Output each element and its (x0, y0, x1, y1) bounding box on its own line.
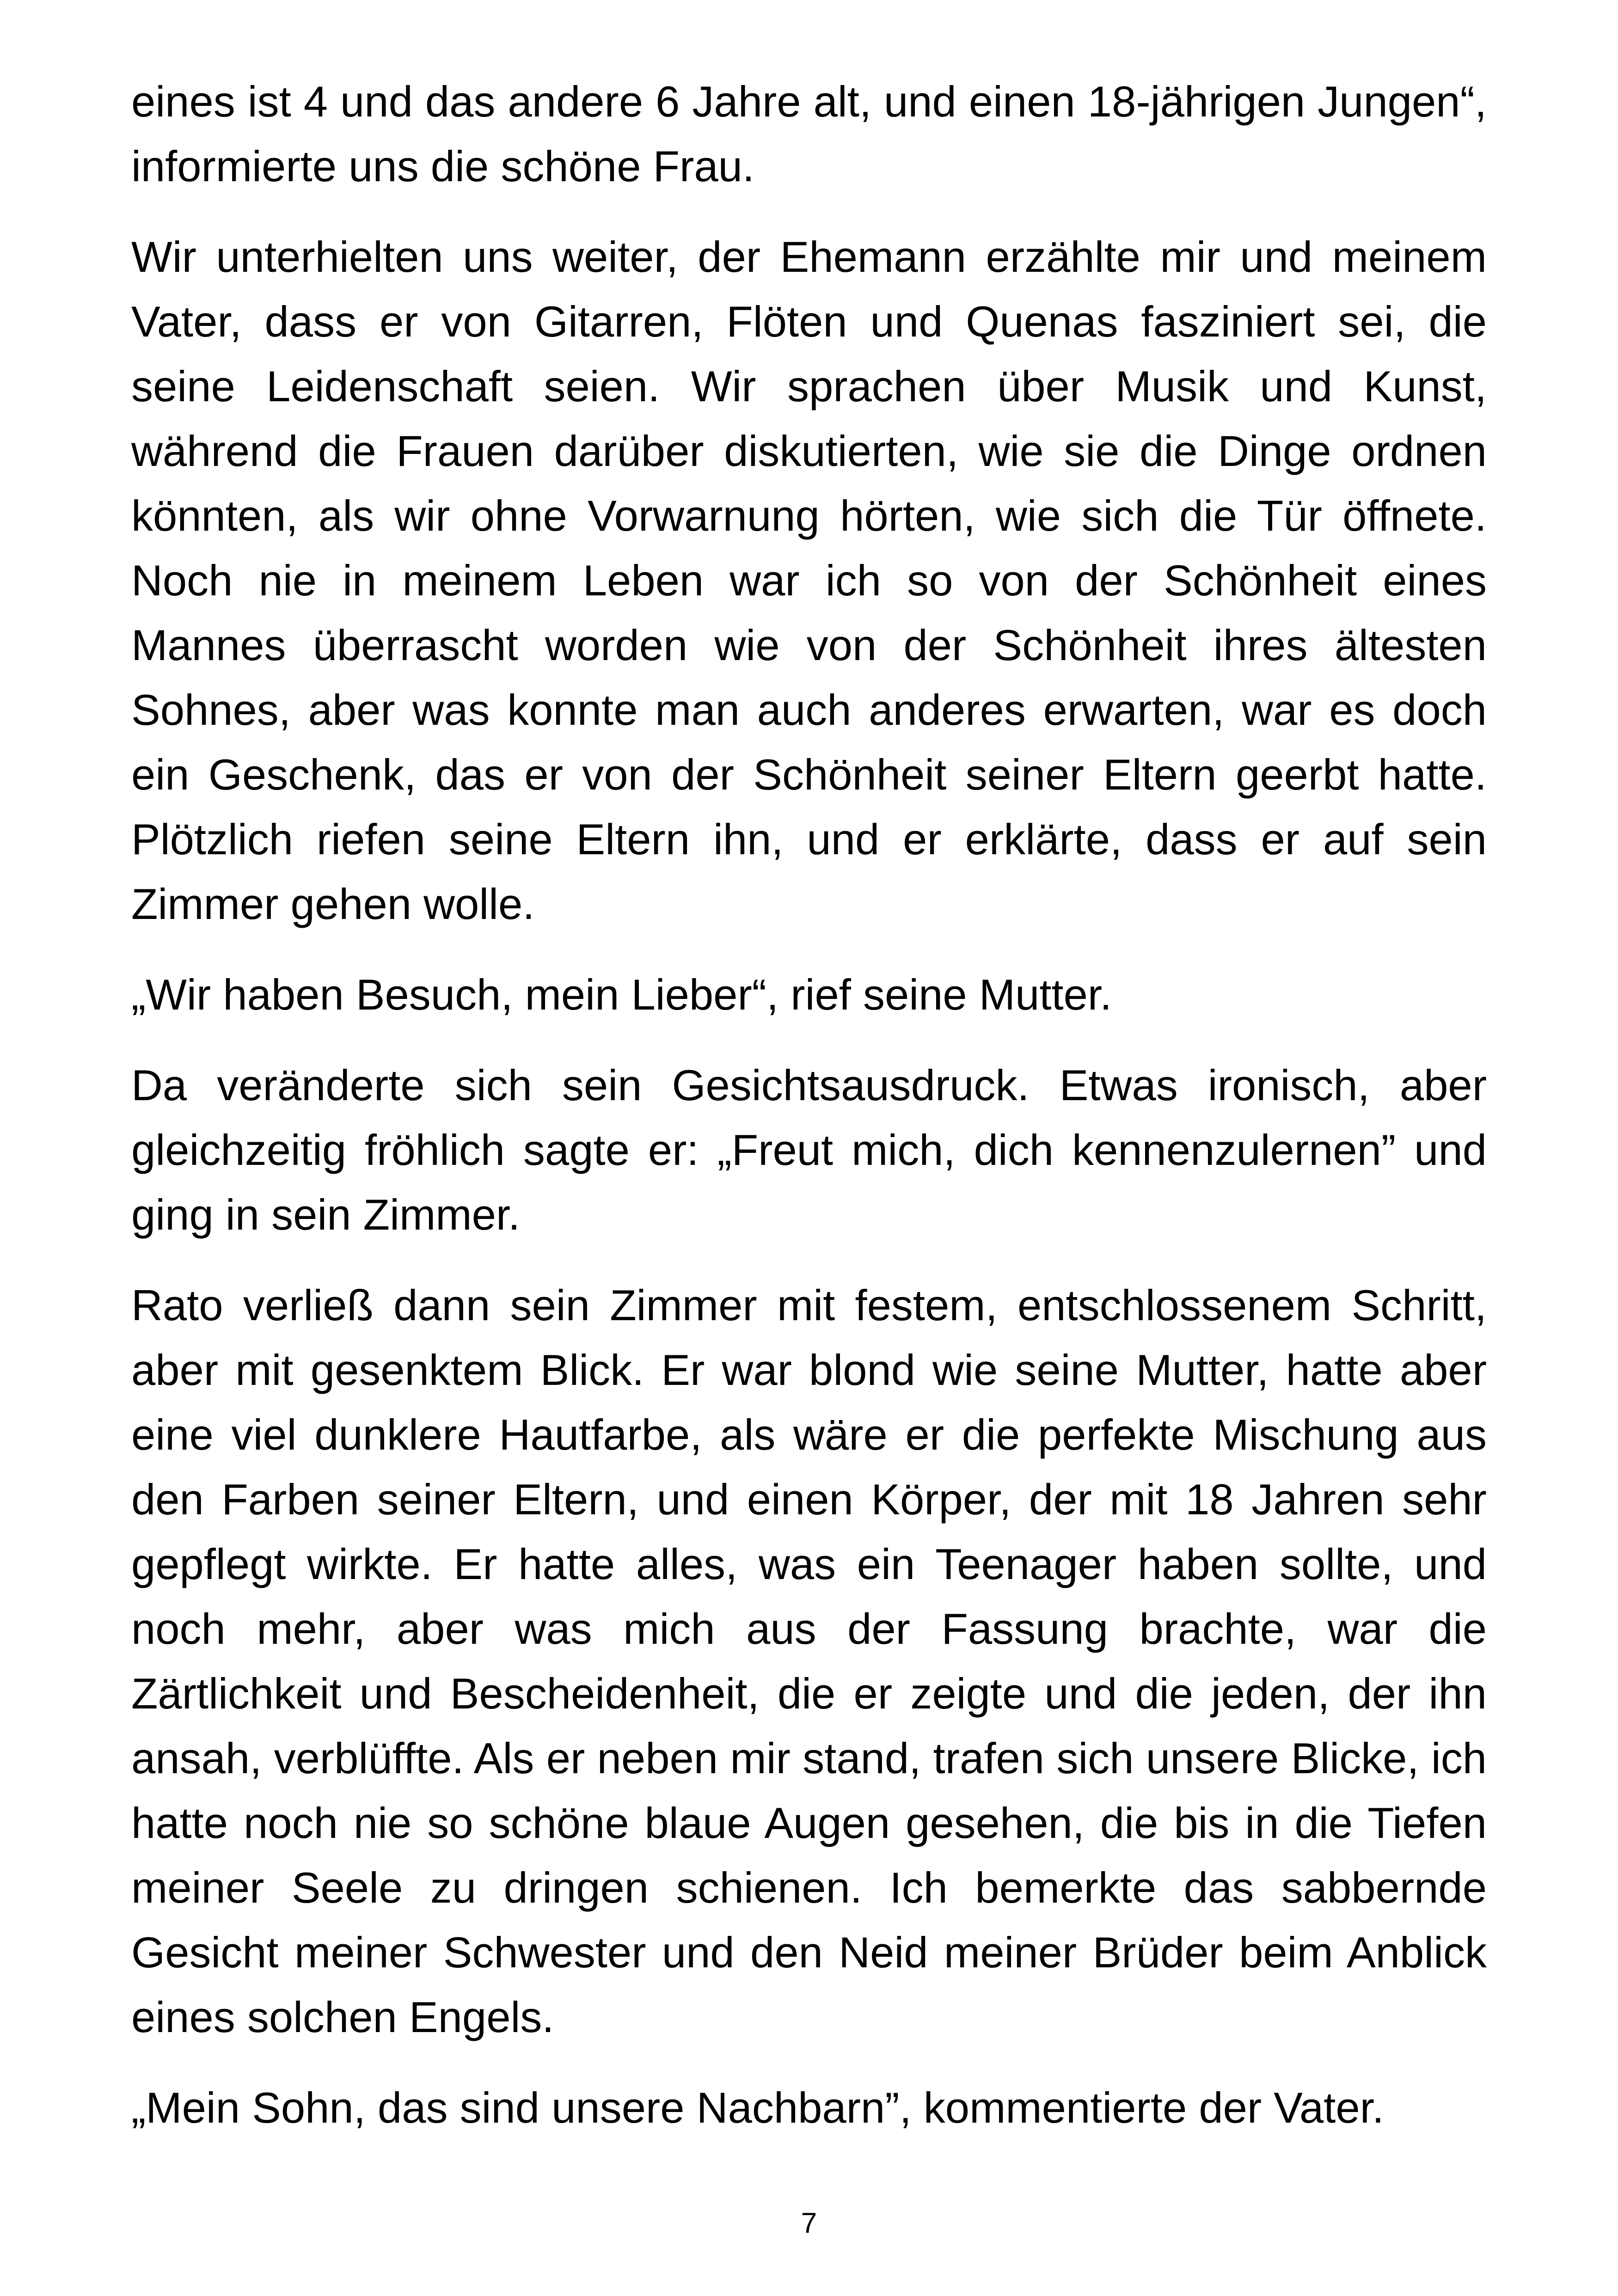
page-number: 7 (801, 2207, 817, 2239)
paragraph-6: „Mein Sohn, das sind unsere Nachbarn”, kommentierte der Vater. (131, 2083, 1384, 2132)
paragraph-1: eines ist 4 und das andere 6 Jahre alt, und einen 18-jährigen Jungen“, informierte uns die schöne Frau. (131, 77, 1487, 190)
text-body (131, 69, 1487, 2166)
paragraph-2: Wir unterhielten uns weiter, der Ehemann erzählte mir und meinem Vater, dass er von Gitarren, Flöten und Quenas fasziniert sei, die seine Leidenschaft seien. Wir sprachen über Musik und Kunst, während die Frauen darüber diskutierten, wie sie die Dinge ordnen könnten, als wir ohne Vorwarnung hörten, wie sich die Tür öffnete. Noch nie in meinem Leben war ich so von der Schönheit eines Mannes überrascht worden wie von der Schönheit ihres ältesten Sohnes, aber was konnte man auch anderes erwarten, war es doch ein Geschenk, das er von der Schönheit seiner Eltern geerbt hatte. Plötzlich riefen seine Eltern ihn, und er erklärte, dass er auf sein Zimmer gehen wolle. (131, 233, 1487, 928)
paragraph-4: Da veränderte sich sein Gesichtsausdruck. Etwas ironisch, aber gleichzeitig fröhlich sagte er: „Freut mich, dich kennenzulernen” und ging in sein Zimmer. (131, 1061, 1487, 1239)
paragraph-3: „Wir haben Besuch, mein Lieber“, rief seine Mutter. (131, 970, 1112, 1019)
paragraph-5: Rato verließ dann sein Zimmer mit festem, entschlossenem Schritt, aber mit gesenktem Blick. Er war blond wie seine Mutter, hatte aber eine viel dunklere Hautfarbe, als wäre er die perfekte Mischung aus den Farben seiner Eltern, und einen Körper, der mit 18 Jahren sehr gepflegt wirkte. Er hatte alles, was ein Teenager haben sollte, und noch mehr, aber was mich aus der Fassung brachte, war die Zärtlichkeit und Bescheidenheit, die er zeigte und die jeden, der ihn ansah, verblüffte. Als er neben mir stand, trafen sich unsere Blicke, ich hatte noch nie so schöne blaue Augen gesehen, die bis in die Tiefen meiner Seele zu dringen schienen. Ich bemerkte das sabbernde Gesicht meiner Schwester und den Neid meiner Brüder beim Anblick eines solchen Engels. (131, 1281, 1487, 2041)
